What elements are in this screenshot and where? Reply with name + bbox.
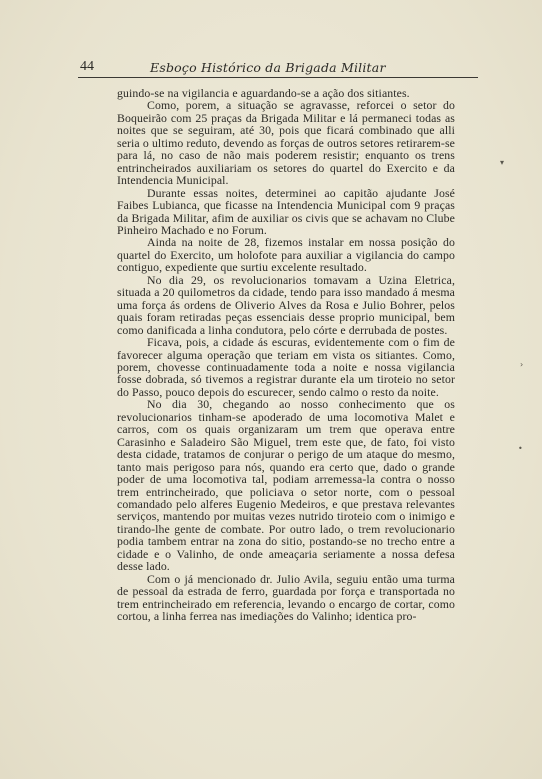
paragraph: Ainda na noite de 28, fizemos instalar em nossa posição do quartel do Exercito, um holofote para auxiliar a vigilancia do campo contiguo, expediente que surtiu excelente resultado. [117,235,455,275]
page-number: 44 [80,59,94,74]
running-title: Esboço Histórico da Brigada Militar [150,60,386,75]
paragraph: Como, porem, a situação se agravasse, reforcei o setor do Boqueirão com 25 praças da Brigada Militar e lá permaneci todas as noites que se seguiram, até 30, pois que ficará combinado que alli seria o ultimo reduto, devendo as forças de outros setores retirarem-se para lá, no caso de não mais poderem resistir; enquanto os trens entrincheirados auxiliariam os setores do quartel do Exercito e da Intendencia Municipal. [117,98,455,188]
margin-mark-icon: › [520,360,524,369]
page-header [78,57,478,78]
paragraph: guindo-se na vigilancia e aguardando-se a ação dos sitiantes. [117,86,410,100]
margin-mark-icon: • [518,444,523,453]
paragraph: Com o já mencionado dr. Julio Avila, seguiu então uma turma de pessoal da estrada de ferro, guardada por força e transportada no trem entrincheirado em referencia, levando o encargo de cortar, como cortou, a linha ferrea nas imediações do Valinho; identica pro- [117,571,455,624]
paragraph: No dia 29, os revolucionarios tomavam a Uzina Eletrica, situada a 20 quilometros da cidade, tendo para isso mandado á mesma uma força ás ordens de Oliverio Alves da Rosa e Julio Bohrer, pelos quais foram retiradas peças essenciais desse proprio municipal, bem como danificada a linha condutora, pelo córte e derrubada de postes. [117,272,455,337]
paragraph: Ficava, pois, a cidade ás escuras, evidentemente com o fim de favorecer alguma operação que teriam em vista os sitiantes. Como, porem, chovesse continuadamente toda a noite e nossa vigilancia fosse dobrada, só tivemos a registrar durante ela um tiroteio no setor do Passo, pouco depois do escurecer, sendo calmo o resto da noite. [117,335,455,399]
paragraph: Durante essas noites, determinei ao capitão ajudante José Faibes Lubianca, que ficasse na Intendencia Municipal com 9 praças da Brigada Militar, afim de auxiliar os civis que se achavam no Clube Pinheiro Machado e no Forum. [117,185,455,237]
body-text [117,87,455,622]
paragraph: No dia 30, chegando ao nosso conhecimento que os revolucionarios tinham-se apoderado de uma locomotiva Malet e carros, com os quais organizaram um trem que operava entre Carasinho e Saladeiro São Miguel, trem este que, de fato, foi visto desta cidade, tratamos de conjurar o perigo de um ataque do mesmo, tanto mais perigoso para nós, quando era certo que, dado o grande poder de uma locomotiva tal, podiam arremessa-la contra o nosso trem entrincheirado, que policiava o setor norte, com o pessoal comandado pelo alferes Eugenio Medeiros, e que prestava relevantes serviços, mantendo por muitas vezes nutrido tiroteio com o inimigo e tirando-lhe gente de combate. Por outro lado, o trem revolucionario podia tambem entrar na zona do sitio, postando-se no trecho entre a cidade e o Valinho, de onde ameaçaria seriamente a nossa defesa desse lado. [117,397,455,574]
margin-mark-icon: ▾ [500,158,505,167]
